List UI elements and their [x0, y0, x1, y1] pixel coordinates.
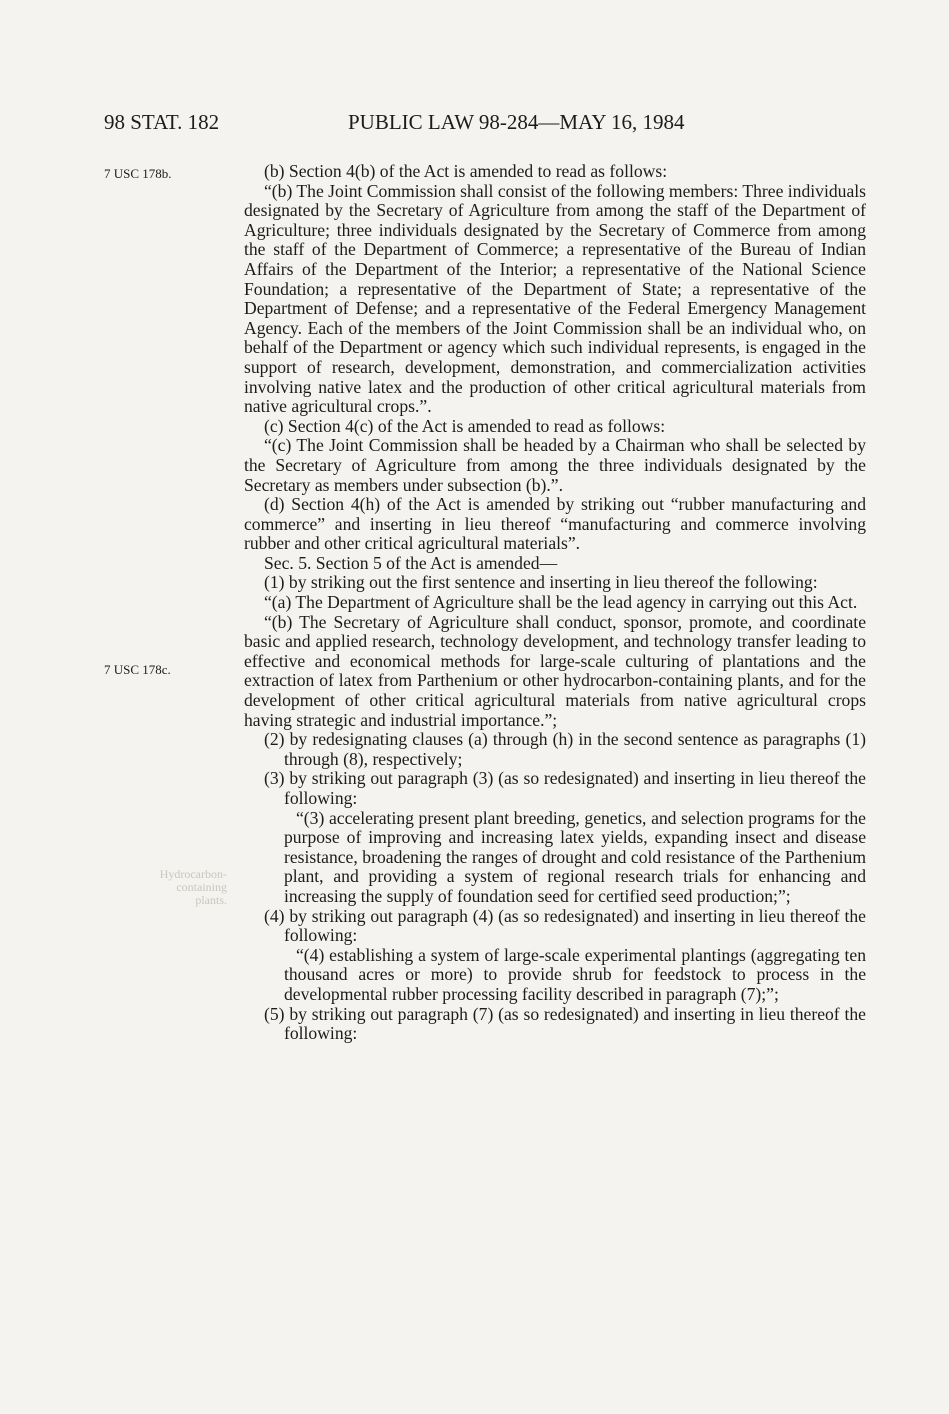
paragraph: (3) by striking out paragraph (3) (as so redesignated) and inserting in lieu thereof the following: [264, 768, 866, 808]
paragraph: “(b) The Secretary of Agriculture shall conduct, sponsor, promote, and coordinate basic and applied research, technology development, and technology transfer leading to effective and economical methods for large-scale culturing of plantations and the extraction of latex from Parthenium or other hydrocarbon-containing plants, and for the development of other critical agricultural materials from native agricultural crops having strategic and industrial importance.”; [244, 611, 866, 730]
paragraph: (4) by striking out paragraph (4) (as so redesignated) and inserting in lieu thereof the following: [264, 905, 866, 946]
paragraph: “(4) establishing a system of large-scale experimental plantings (aggregating ten thousand acres or more) to provide shrub for feedstock to process in the developmental rubber processing facility described in paragraph (7);”; [284, 944, 866, 1004]
margin-note-bleed-through: Hydrocarbon- containing plants. [159, 867, 227, 907]
section-heading: Sec. 5. Section 5 of the Act is amended— [264, 552, 558, 573]
paragraph: (1) by striking out the first sentence and inserting in lieu thereof the following: [264, 572, 818, 593]
paragraph: “(3) accelerating present plant breeding, genetics, and selection programs for the purpose of improving and increasing latex yields, expanding insect and disease resistance, broadening the ranges of drought and cold resistance of the Parthenium plant, and providing a system of regional research trials for enhancing and increasing the supply of foundation seed for certified seed production;”; [284, 807, 866, 906]
paragraph: (2) by redesignating clauses (a) through (h) in the second sentence as paragraphs (1) through (8), respectively; [264, 729, 866, 769]
paragraph: “(c) The Joint Commission shall be headed by a Chairman who shall be selected by the Secretary of Agriculture from among the three individuals designated by the Secretary as members under subsection (b).”. [244, 435, 866, 495]
paragraph: “(b) The Joint Commission shall consist of the following members: Three individuals designated by the Secretary of Agriculture from among the staff of the Department of Agriculture; three individuals designated by the Secretary of Commerce from among the staff of the Department of Commerce; a representative of the Bureau of Indian Affairs of the Department of the Interior; a representative of the National Science Foundation; a representative of the Department of State; a representative of the Department of Defense; and a representative of the Federal Emergency Management Agency. Each of the members of the Joint Commission shall be an individual who, on behalf of the Department or agency which such individual represents, is engaged in the support of research, development, demonstration, and commercialization activities involving native latex and the production of other critical agricultural materials from native agricultural crops.”. [244, 180, 866, 417]
margin-note-usc-178c: 7 USC 178c. [104, 662, 171, 677]
law-title: PUBLIC LAW 98-284—MAY 16, 1984 [348, 110, 685, 134]
paragraph: “(a) The Department of Agriculture shall be the lead agency in carrying out this Act. [264, 592, 858, 613]
paragraph: (d) Section 4(h) of the Act is amended by striking out “rubber manufacturing and commerce” and inserting in lieu thereof “manufacturing and commerce involving rubber and other critical agricultural materials”. [244, 494, 866, 554]
statute-page-number: 98 STAT. 182 [104, 110, 220, 134]
paragraph: (c) Section 4(c) of the Act is amended to read as follows: [264, 415, 666, 436]
paragraph: (5) by striking out paragraph (7) (as so redesignated) and inserting in lieu thereof the following: [264, 1003, 866, 1044]
margin-note-usc-178b: 7 USC 178b. [104, 166, 172, 181]
page-header [104, 110, 864, 142]
paragraph: (b) Section 4(b) of the Act is amended to read as follows: [264, 161, 668, 181]
body-text [244, 162, 866, 1044]
